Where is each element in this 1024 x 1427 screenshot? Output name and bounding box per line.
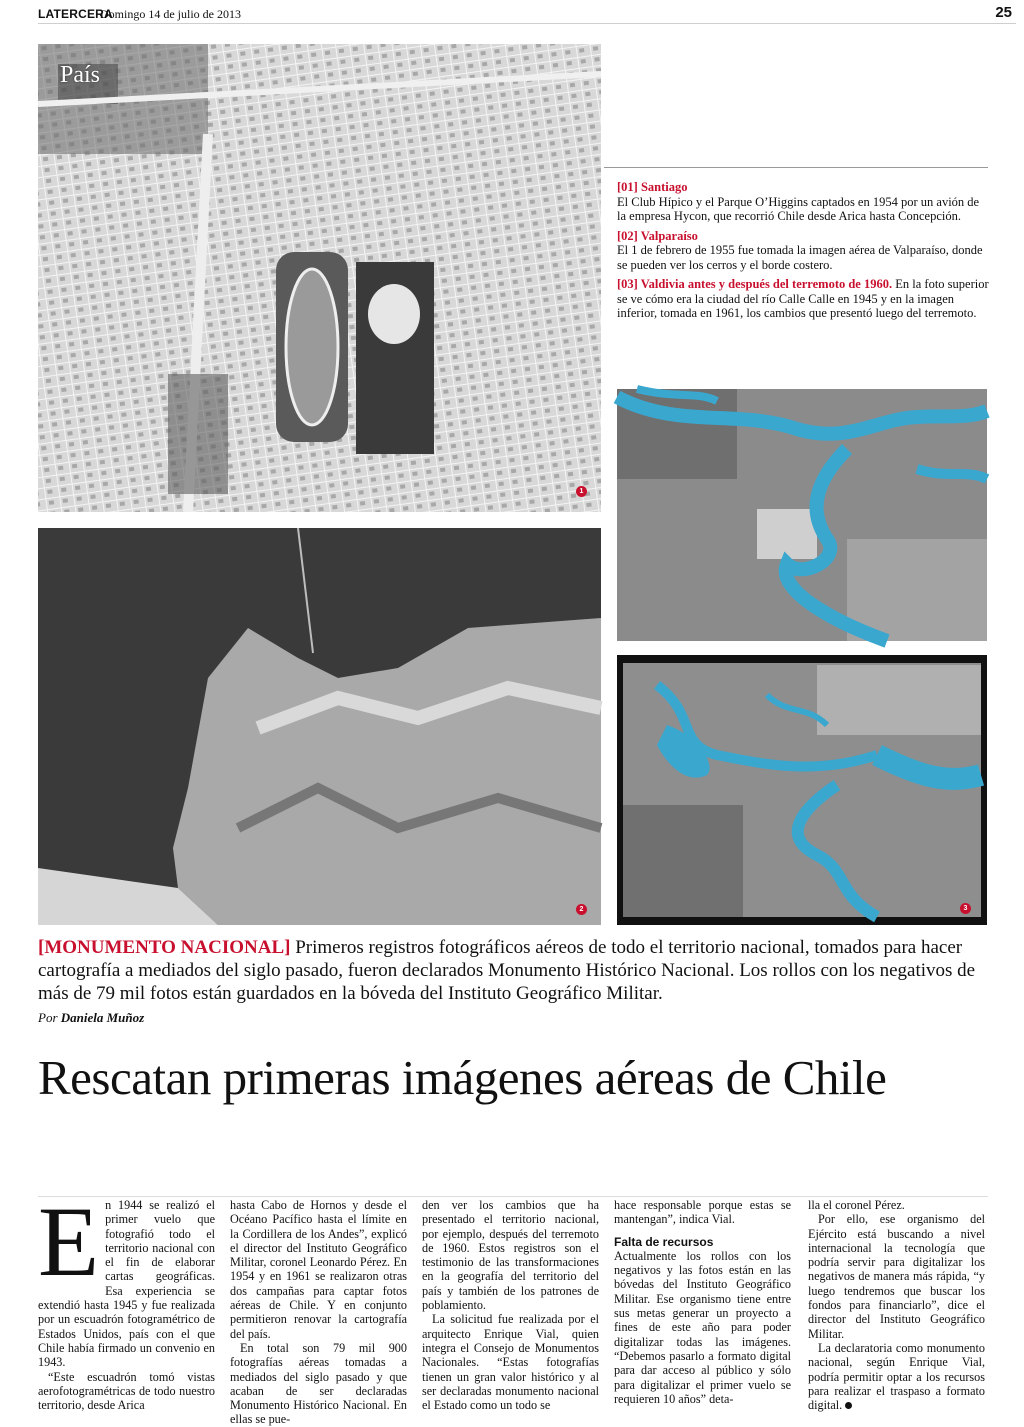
article-paragraph: En total son 79 mil 900 fotografías aéreas tomadas a mediados del siglo pasado y que acaban de ser declaradas Monumento Histórico Nacional. En ellas se pue-	[230, 1340, 407, 1427]
caption-divider	[604, 167, 988, 168]
section-tag: País	[60, 62, 101, 88]
photo-number-badge: 3	[960, 903, 971, 914]
caption-valdivia	[617, 277, 989, 321]
body-divider	[38, 1196, 988, 1197]
article-column-3	[422, 1198, 599, 1412]
valdivia-1945-photo	[617, 389, 987, 641]
photo-number-badge: 1	[576, 486, 587, 497]
article-headline: Rescatan primeras imágenes aéreas de Chile	[38, 1050, 887, 1105]
article-paragraph: Por ello, ese organismo del Ejército está buscando a nivel internacional la tecnología que podría servir para digitalizar los negativos de manera más rápida, “y luego tendremos que buscar los fondos para financiarlo”, dice el director del Instituto Geográfico Militar.	[808, 1212, 985, 1341]
byline	[38, 1010, 144, 1026]
page-header	[38, 4, 1016, 24]
caption-text: El Club Hípico y el Parque O’Higgins captados en 1954 por un avión de la empresa Hycon, que recorrió Chile desde Arica hasta Concepción.	[617, 194, 980, 223]
byline-prefix: Por	[38, 1010, 58, 1025]
newspaper-brand: LATERCERA	[38, 7, 113, 21]
valdivia-1961-photo	[617, 655, 987, 925]
caption-key: [03] Valdivia antes y después del terremoto de 1960.	[617, 277, 893, 291]
article-paragraph: hace responsable porque estas se mantengan”, indica Vial.	[614, 1198, 791, 1227]
article-paragraph: La solicitud fue realizada por el arquitecto Enrique Vial, quien integra el Consejo de Monumentos Nacionales. “Estas fotografías tienen un gran valor histórico y al ser declaradas monumento nacional el Estado como un todo se	[422, 1312, 599, 1413]
photo-number-badge: 2	[576, 904, 587, 915]
article-column-4	[614, 1198, 791, 1406]
article-column-5	[808, 1198, 985, 1412]
caption-valparaiso	[617, 229, 989, 273]
article-paragraph: La declaratoria como monumento nacional, según Enrique Vial, podría permitir optar a los recursos para realizar el traspaso a formato digital.	[808, 1340, 985, 1413]
article-paragraph: hasta Cabo de Hornos y desde el Océano Pacífico hasta el límite en la Cordillera de los Andes”, explicó el director del Instituto Geográfico Militar, coronel Leonardo Pérez. En 1954 y en 1961 se realizaron otras dos campañas para captar fotos aéreas de Chile. Y en conjunto permitieron renovar la cartografía del país.	[230, 1198, 407, 1341]
caption-key: [02] Valparaíso	[617, 228, 698, 243]
dropcap: E	[38, 1186, 100, 1297]
article-paragraph: En 1944 se realizó el primer vuelo que fotografió todo el territorio nacional con el fin de elaborar cartas geográficas. Esa experiencia se extendió hasta 1945 y fue realizada por un escuadrón fotogramétrico de Estados Unidos, país con el que Chile había firmado un convenio en 1943.	[38, 1186, 215, 1370]
valparaiso-aerial-photo	[38, 528, 601, 925]
page-number: 25	[995, 4, 1012, 21]
article-paragraph: den ver los cambios que ha presentado el territorio nacional, por ejemplo, después del terremoto de 1960. Estos registros son el testimonio de las transformaciones en la geografía del territorio del país y también de los patrones de poblamiento.	[422, 1198, 599, 1313]
issue-date: Domingo 14 de julio de 2013	[100, 7, 241, 21]
caption-key: [01] Santiago	[617, 180, 688, 194]
article-paragraph: Actualmente los rollos con los negativos y las fotos están en las bóvedas del Instituto Geográfico Militar. Ese organismo tiene entre sus metas generar un proyecto a fines de este año para poder digitalizar todas las imágenes. “Debemos pasarlo a formato digital para dar acceso al público y sólo para digitalizar el primer vuelo se requieren 10 años” deta-	[614, 1248, 791, 1406]
article-paragraph: “Este escuadrón tomó vistas aerofotogramétricas de todo nuestro territorio, desde Arica	[38, 1369, 215, 1413]
byline-author: Daniela Muñoz	[60, 1010, 145, 1025]
article-paragraph: lla el coronel Pérez.	[808, 1198, 905, 1212]
end-mark-icon	[845, 1402, 852, 1409]
photo-captions	[617, 180, 989, 326]
lede-summary	[38, 936, 988, 1005]
article-column-1	[38, 1186, 215, 1413]
caption-text: En la foto superior se ve cómo era la ciudad del río Calle Calle en 1945 y en la imagen inferior, tomada en 1961, los cambios que presentó luego del terremoto.	[617, 277, 989, 320]
subheading: Falta de recursos	[614, 1234, 714, 1249]
article-column-2	[230, 1198, 407, 1427]
lede-text: Primeros registros fotográficos aéreos de todo el territorio nacional, tomados para hacer cartografía a mediados del siglo pasado, fueron declarados Monumento Histórico Nacional. Los rollos con los negativos de más de 79 mil fotos están guardados en la bóveda del Instituto Geográfico Militar.	[38, 937, 976, 1004]
caption-santiago	[617, 180, 989, 224]
caption-text: El 1 de febrero de 1955 fue tomada la imagen aérea de Valparaíso, donde se pueden ver los cerros y el borde costero.	[617, 243, 983, 272]
santiago-aerial-photo	[38, 44, 601, 512]
lede-tag: [MONUMENTO NACIONAL]	[38, 937, 291, 958]
